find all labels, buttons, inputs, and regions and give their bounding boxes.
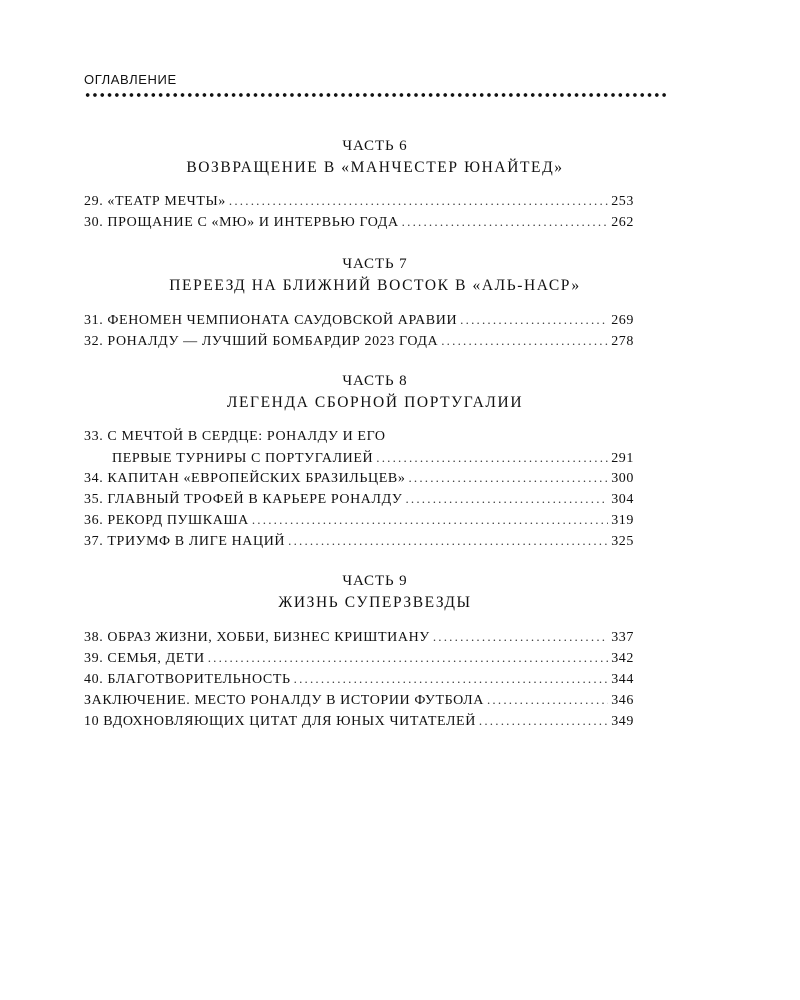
entry-page: 253 — [611, 194, 634, 209]
entry-page: 342 — [611, 651, 634, 666]
part-label: ЧАСТЬ 8 — [342, 373, 408, 389]
part-heading-8 — [84, 370, 666, 414]
entry-page: 344 — [611, 672, 634, 687]
toc-entry[interactable] — [84, 331, 634, 351]
entry-title: 40. БЛАГОТВОРИТЕЛЬНОСТЬ — [84, 672, 291, 687]
entry-page: 304 — [611, 492, 634, 507]
toc-entry[interactable] — [84, 310, 634, 330]
toc-entry[interactable] — [84, 212, 634, 232]
entry-page: 269 — [611, 313, 634, 328]
entry-title: 39. СЕМЬЯ, ДЕТИ — [84, 651, 205, 666]
entry-title: 34. КАПИТАН «ЕВРОПЕЙСКИХ БРАЗИЛЬЦЕВ» — [84, 471, 406, 486]
part-label: ЧАСТЬ 7 — [342, 256, 408, 272]
part-label: ЧАСТЬ 9 — [342, 573, 408, 589]
part-label: ЧАСТЬ 6 — [342, 138, 408, 154]
leader-dots — [479, 711, 608, 731]
part-heading-7 — [84, 253, 666, 297]
entry-page: 300 — [611, 471, 634, 486]
entry-page: 319 — [611, 513, 634, 528]
part-title: ЛЕГЕНДА СБОРНОЙ ПОРТУГАЛИИ — [226, 394, 524, 411]
leader-dots — [229, 191, 608, 211]
toc-entry[interactable] — [84, 191, 634, 211]
entry-page: 337 — [611, 630, 634, 645]
entry-title: 10 ВДОХНОВЛЯЮЩИХ ЦИТАТ ДЛЯ ЮНЫХ ЧИТАТЕЛЕЙ — [84, 714, 476, 729]
page-header-title: ОГЛАВЛЕНИЕ — [84, 72, 177, 87]
entry-title: 31. ФЕНОМЕН ЧЕМПИОНАТА САУДОВСКОЙ АРАВИИ — [84, 313, 458, 328]
entry-page: 349 — [611, 714, 634, 729]
toc-entry[interactable] — [84, 531, 634, 551]
entry-page: 278 — [611, 334, 634, 349]
toc-entry[interactable] — [84, 711, 634, 731]
entry-title: 29. «ТЕАТР МЕЧТЫ» — [84, 194, 226, 209]
toc-entry[interactable] — [84, 448, 634, 468]
part-heading-9 — [84, 570, 666, 614]
entry-title: 35. ГЛАВНЫЙ ТРОФЕЙ В КАРЬЕРЕ РОНАЛДУ — [84, 492, 403, 507]
header-dotted-rule — [84, 92, 666, 98]
toc-entry[interactable] — [84, 510, 634, 530]
part-heading-6 — [84, 135, 666, 179]
toc-entry[interactable] — [84, 468, 634, 488]
leader-dots — [402, 212, 609, 232]
leader-dots — [433, 627, 608, 647]
entry-title-line1[interactable]: 33. С МЕЧТОЙ В СЕРДЦЕ: РОНАЛДУ И ЕГО — [84, 429, 386, 444]
entry-page: 262 — [611, 215, 634, 230]
part-title: ПЕРЕЕЗД НА БЛИЖНИЙ ВОСТОК В «АЛЬ-НАСР» — [169, 277, 581, 294]
toc-entry[interactable] — [84, 489, 634, 509]
leader-dots — [405, 489, 608, 509]
entry-title: 38. ОБРАЗ ЖИЗНИ, ХОББИ, БИЗНЕС КРИШТИАНУ — [84, 630, 430, 645]
toc-entry[interactable] — [84, 627, 634, 647]
entry-page: 291 — [611, 451, 634, 466]
part-title: ЖИЗНЬ СУПЕРЗВЕЗДЫ — [278, 594, 472, 611]
entry-title: 37. ТРИУМФ В ЛИГЕ НАЦИЙ — [84, 534, 286, 549]
leader-dots — [288, 531, 608, 551]
leader-dots — [252, 510, 608, 530]
toc-entry[interactable] — [84, 669, 634, 689]
entry-title: ЗАКЛЮЧЕНИЕ. МЕСТО РОНАЛДУ В ИСТОРИИ ФУТБОЛА — [84, 693, 484, 708]
entry-title: 36. РЕКОРД ПУШКАША — [84, 513, 249, 528]
toc-entry[interactable] — [84, 648, 634, 668]
leader-dots — [408, 468, 608, 488]
leader-dots — [460, 310, 608, 330]
entry-title: 30. ПРОЩАНИЕ С «МЮ» И ИНТЕРВЬЮ ГОДА — [84, 215, 399, 230]
toc-entry[interactable] — [84, 690, 634, 710]
leader-dots — [208, 648, 608, 668]
part-title: ВОЗВРАЩЕНИЕ В «МАНЧЕСТЕР ЮНАЙТЕД» — [186, 159, 564, 176]
leader-dots — [487, 690, 608, 710]
leader-dots — [294, 669, 609, 689]
leader-dots — [376, 448, 608, 468]
leader-dots — [441, 331, 608, 351]
entry-page: 346 — [611, 693, 634, 708]
entry-title-line2: ПЕРВЫЕ ТУРНИРЫ С ПОРТУГАЛИЕЙ — [112, 451, 374, 466]
entry-page: 325 — [611, 534, 634, 549]
entry-title: 32. РОНАЛДУ — ЛУЧШИЙ БОМБАРДИР 2023 ГОДА — [84, 334, 439, 349]
